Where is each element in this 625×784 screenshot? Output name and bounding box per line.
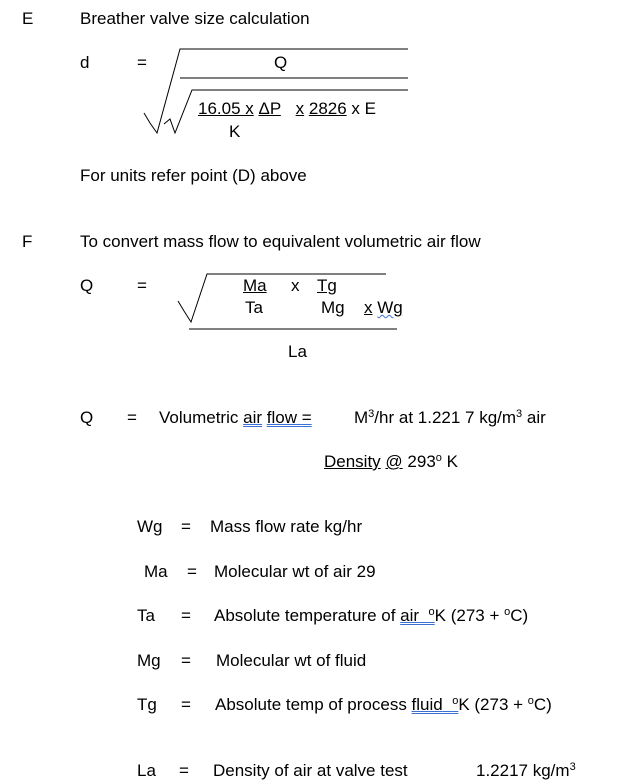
formula-e-k: K (229, 122, 241, 141)
formula-f-tg: Tg (317, 276, 337, 295)
def-tg-equals: = (181, 695, 191, 714)
def-mg-equals: = (181, 651, 191, 670)
def-mg-symbol: Mg (137, 651, 161, 670)
formula-e-outer-radical (144, 49, 408, 133)
denom-coefficient: 16.05 x (198, 99, 254, 118)
q-def-symbol: Q (80, 408, 94, 427)
def-tg-symbol: Tg (137, 695, 157, 714)
formula-f-la: La (288, 342, 307, 361)
def-ma-desc: Molecular wt of air 29 (214, 562, 376, 581)
def-tg-desc: Absolute temp of process fluid $^o$K (273 + $^o$C) (215, 695, 552, 714)
def-la-symbol: La (137, 761, 156, 780)
q-def-volumetric: Volumetric (159, 408, 239, 427)
q-def-unit: $M^3/hr$ at 1.221 7 $kg/m^3$ air (354, 408, 546, 427)
denom-constant: 2826 (308, 99, 347, 118)
section-f-title: To convert mass flow to equivalent volumetric air flow (80, 232, 481, 251)
section-e-letter: E (22, 9, 34, 28)
def-la-equals: = (179, 761, 189, 780)
q-def-air: air (243, 408, 263, 427)
section-e-title: Breather valve size calculation (80, 9, 310, 28)
def-la-desc: Density of air at valve test (213, 761, 408, 780)
q-def-at: @ (385, 452, 403, 471)
formula-f-equals: = (137, 276, 147, 295)
formula-f-ma: Ma (243, 276, 267, 295)
def-ma-equals: = (187, 562, 197, 581)
section-f-letter: F (22, 232, 33, 251)
def-ta-equals: = (181, 606, 191, 625)
def-ma-symbol: Ma (144, 562, 168, 581)
formula-f-ta: Ta (245, 298, 263, 317)
q-def-density-line: Density @ 293$^o$ K (324, 452, 458, 471)
formula-f-x2: x (364, 298, 373, 317)
q-def-flow: flow = (266, 408, 312, 427)
def-ta-symbol: Ta (137, 606, 155, 625)
formula-f-wg: Wg (377, 298, 403, 317)
formula-f-mg: Mg (321, 298, 345, 317)
formula-e-inner-radical (164, 90, 408, 133)
delta-p: ΔP (258, 99, 281, 118)
def-wg-desc: Mass flow rate kg/hr (210, 517, 363, 536)
formula-f-radical (178, 274, 386, 322)
formula-e-lhs: d (80, 53, 90, 72)
def-mg-desc: Molecular wt of fluid (216, 651, 367, 670)
def-ta-desc: Absolute temperature of air $^o$K (273 + $^o$C) (214, 606, 529, 625)
def-wg-symbol: Wg (137, 517, 163, 536)
formula-e-equals: = (137, 53, 147, 72)
denom-times: x (295, 99, 305, 118)
q-def-density: Density (324, 452, 381, 471)
formula-f-x1: x (291, 276, 300, 295)
formula-f-lhs: Q (80, 276, 94, 295)
denom-tail: x E (351, 99, 376, 118)
def-la-value: 1.2217 $kg/m^3$ (476, 761, 576, 780)
q-def-equals: = (127, 408, 137, 427)
section-e-note: For units refer point (D) above (80, 166, 307, 185)
def-wg-equals: = (181, 517, 191, 536)
formula-e-numerator: Q (274, 53, 288, 72)
